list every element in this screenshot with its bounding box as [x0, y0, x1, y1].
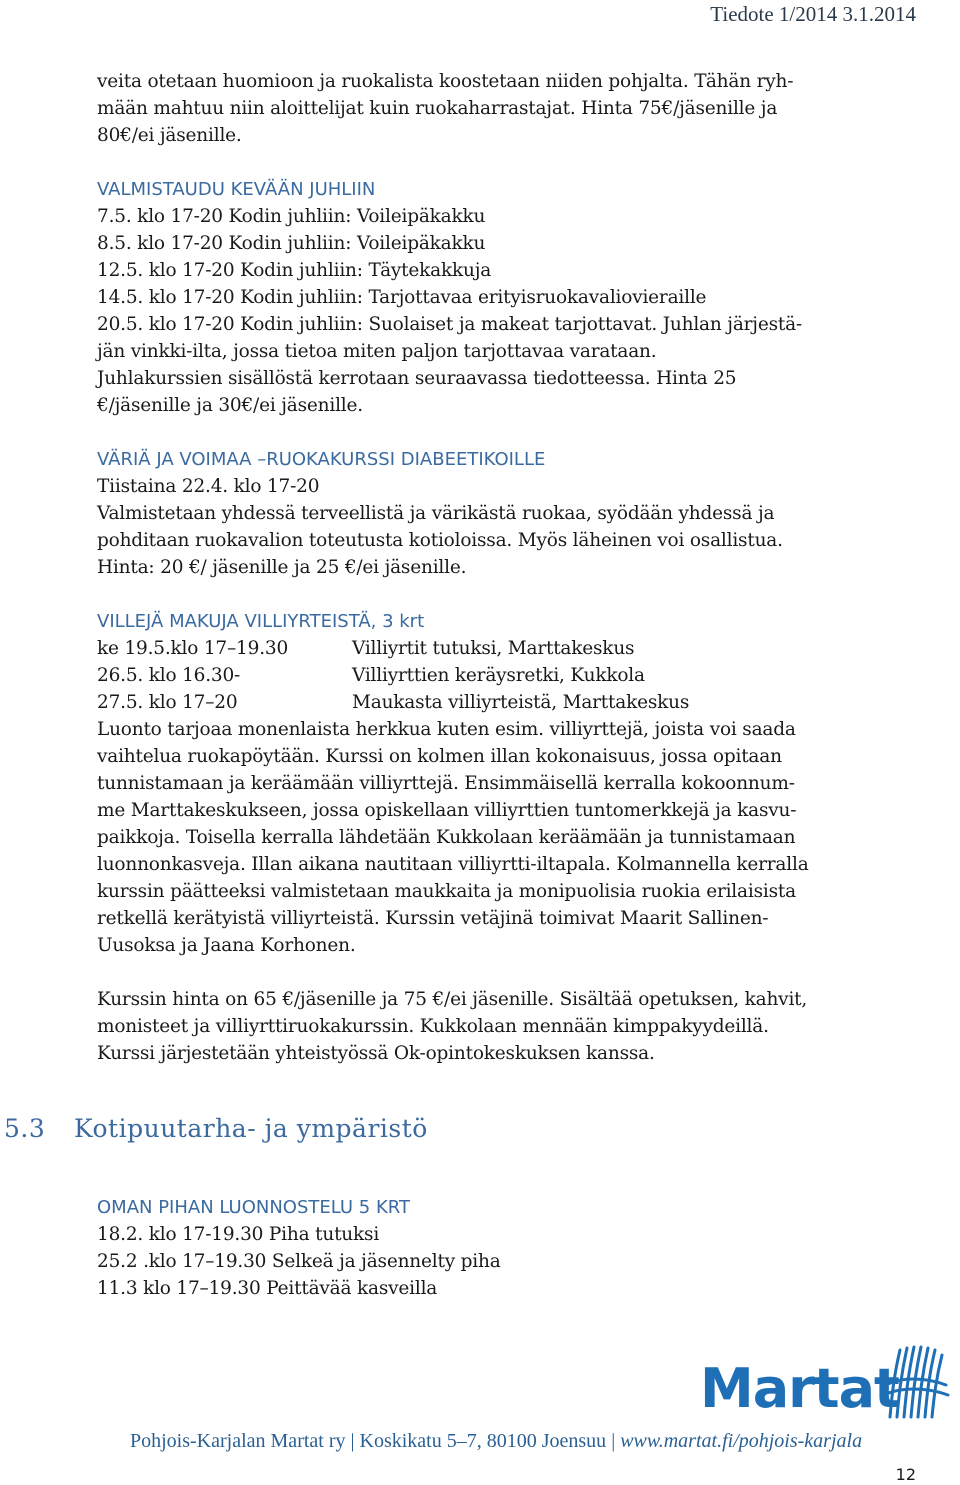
text-line: €/jäsenille ja 30€/ei jäsenille. [97, 395, 363, 416]
text-line: Uusoksa ja Jaana Korhonen. [97, 935, 356, 956]
diabetes-heading: VÄRIÄ JA VOIMAA –RUOKAKURSSI DIABEETIKOILLE [97, 449, 546, 470]
footer-url-link[interactable]: www.martat.fi/pohjois-karjala [620, 1430, 863, 1452]
pihan-block [97, 1194, 917, 1302]
main-content [97, 68, 917, 1067]
text-line: jän vinkki-ilta, jossa tietoa miten paljon tarjottavaa varataan. [97, 341, 657, 362]
text-line: kurssin päätteeksi valmistetaan maukkaita ja monipuolisia ruokia erilaisista [97, 881, 796, 902]
text-line: Kurssin hinta on 65 €/jäsenille ja 75 €/ei jäsenille. Sisältää opetuksen, kahvit, [97, 989, 808, 1010]
page-number: 12 [895, 1465, 916, 1484]
villi-schedule [97, 635, 917, 716]
footer-address: Koskikatu 5–7, 80100 Joensuu [359, 1430, 607, 1452]
footer-separator: | [350, 1430, 360, 1452]
schedule-row [97, 662, 917, 689]
text-line: tunnistamaan ja keräämään villiyrttejä. Ensimmäisellä kerralla kokoonnum- [97, 773, 795, 794]
text-line: veita otetaan huomioon ja ruokalista koostetaan niiden pohjalta. Tähän ryh- [97, 71, 794, 92]
schedule-date: ke 19.5.klo 17–19.30 [97, 638, 289, 659]
section-heading [4, 1114, 428, 1143]
footer-org: Pohjois-Karjalan Martat ry [130, 1430, 346, 1452]
text-line: me Marttakeskukseen, jossa opiskellaan villiyrttien tuntomerkkejä ja kasvu- [97, 800, 797, 821]
text-line: 80€/ei jäsenille. [97, 125, 242, 146]
text-line: 12.5. klo 17-20 Kodin juhliin: Täytekakkuja [97, 260, 492, 281]
schedule-row [97, 689, 917, 716]
intro-paragraph [97, 68, 917, 149]
logo-text: Martat [700, 1357, 899, 1420]
text-line: paikkoja. Toisella kerralla lähdetään Kukkolaan keräämään ja tunnistamaan [97, 827, 796, 848]
pihan-heading: OMAN PIHAN LUONNOSTELU 5 KRT [97, 1197, 410, 1218]
text-line: Hinta: 20 €/ jäsenille ja 25 €/ei jäsenille. [97, 557, 467, 578]
schedule-date: 26.5. klo 16.30- [97, 665, 241, 686]
text-line: monisteet ja villiyrttiruokakurssin. Kukkolaan mennään kimppakyydeillä. [97, 1016, 769, 1037]
martat-logo [700, 1345, 950, 1420]
text-line: Valmistetaan yhdessä terveellistä ja värikästä ruokaa, syödään yhdessä ja [97, 503, 775, 524]
villi-price [97, 986, 917, 1067]
villi-body [97, 716, 917, 959]
text-line: 25.2 .klo 17–19.30 Selkeä ja jäsennelty piha [97, 1251, 501, 1272]
text-line: Kurssi järjestetään yhteistyössä Ok-opintokeskuksen kanssa. [97, 1043, 655, 1064]
text-line: retkellä kerätyistä villiyrteistä. Kurssin vetäjinä toimivat Maarit Sallinen- [97, 908, 769, 929]
text-line: 18.2. klo 17-19.30 Piha tutuksi [97, 1224, 380, 1245]
section-number: 5.3 [4, 1114, 46, 1143]
schedule-row [97, 635, 917, 662]
section-title-text: Kotipuutarha- ja ympäristö [74, 1114, 428, 1143]
text-line: Luonto tarjoaa monenlaista herkkua kuten esim. villiyrttejä, joista voi saada [97, 719, 796, 740]
schedule-date: 27.5. klo 17–20 [97, 692, 238, 713]
text-line: 8.5. klo 17-20 Kodin juhliin: Voileipäkakku [97, 233, 486, 254]
footer-contact [130, 1430, 950, 1453]
text-line: vaihtelua ruokapöytään. Kurssi on kolmen illan kokonaisuus, jossa opitaan [97, 746, 782, 767]
logo-mark-icon [880, 1345, 950, 1420]
text-line: 7.5. klo 17-20 Kodin juhliin: Voileipäkakku [97, 206, 486, 227]
schedule-title: Villiyrttien keräysretki, Kukkola [352, 665, 645, 686]
page-header: Tiedote 1/2014 3.1.2014 [710, 2, 916, 26]
text-line: mään mahtuu niin aloittelijat kuin ruokaharrastajat. Hinta 75€/jäsenille ja [97, 98, 778, 119]
juhliin-heading: VALMISTAUDU KEVÄÄN JUHLIIN [97, 179, 376, 200]
juhliin-list [97, 203, 917, 419]
villi-heading: VILLEJÄ MAKUJA VILLIYRTEISTÄ, 3 krt [97, 611, 425, 632]
footer-separator: | [611, 1430, 621, 1452]
text-line: Tiistaina 22.4. klo 17-20 [97, 476, 320, 497]
schedule-title: Maukasta villiyrteistä, Marttakeskus [352, 692, 690, 713]
text-line: pohditaan ruokavalion toteutusta kotioloissa. Myös läheinen voi osallistua. [97, 530, 783, 551]
text-line: luonnonkasveja. Illan aikana nautitaan villiyrtti-iltapala. Kolmannella kerralla [97, 854, 809, 875]
text-line: 11.3 klo 17–19.30 Peittävää kasveilla [97, 1278, 438, 1299]
text-line: 14.5. klo 17-20 Kodin juhliin: Tarjottavaa erityisruokavaliovieraille [97, 287, 707, 308]
schedule-title: Villiyrtit tutuksi, Marttakeskus [352, 638, 635, 659]
diabetes-text [97, 473, 917, 581]
text-line: 20.5. klo 17-20 Kodin juhliin: Suolaiset ja makeat tarjottavat. Juhlan järjestä- [97, 314, 802, 335]
text-line: Juhlakurssien sisällöstä kerrotaan seuraavassa tiedotteessa. Hinta 25 [97, 368, 737, 389]
